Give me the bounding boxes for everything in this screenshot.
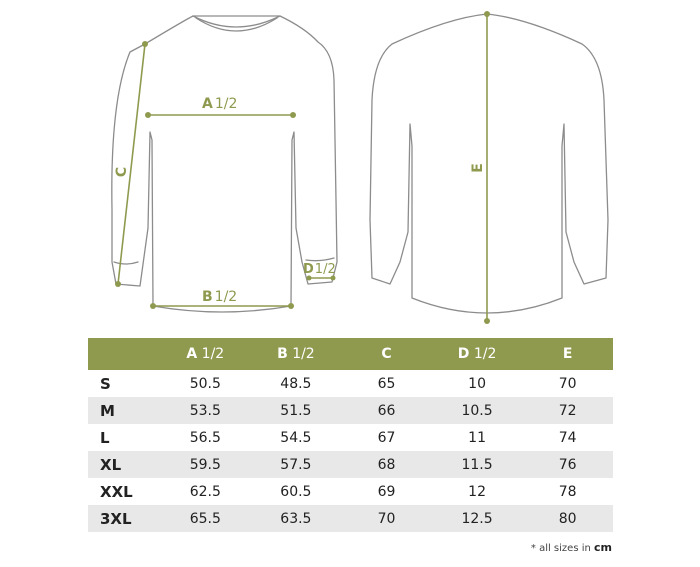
table-cell: 67: [377, 429, 396, 446]
measurement-dot: [150, 303, 156, 309]
table-cell: 53.5: [160, 397, 251, 424]
measurement-dot: [115, 281, 121, 287]
size-chart-table: [88, 338, 613, 532]
header-e: E: [522, 338, 613, 370]
table-cell: 48.5: [280, 375, 312, 392]
measurement-dot: [288, 303, 294, 309]
size-label: XXL: [100, 482, 133, 501]
table-cell: 10: [468, 375, 486, 392]
table-cell: 70: [558, 375, 577, 392]
table-cell: 74: [558, 429, 577, 446]
measurement-dot: [290, 112, 296, 118]
table-cell: 57.5: [251, 451, 342, 478]
label-a-1-2: A 1/2: [202, 96, 238, 112]
size-label: 3XL: [88, 505, 160, 532]
measurement-dot: [142, 41, 148, 47]
label-e: E: [470, 163, 486, 173]
size-label: L: [100, 428, 110, 447]
table-cell: 12.5: [432, 505, 523, 532]
table-cell: 54.5: [280, 429, 312, 446]
footnote-unit: cm: [594, 541, 612, 554]
measurement-a-line: [145, 112, 296, 118]
table-cell: 11.5: [432, 451, 523, 478]
label-c: C: [114, 166, 130, 178]
measurement-dot: [484, 11, 490, 17]
table-cell: 63.5: [251, 505, 342, 532]
table-cell: 69: [377, 483, 396, 500]
size-label: S: [100, 374, 111, 393]
table-row: [88, 505, 613, 532]
units-footnote: [531, 541, 612, 554]
table-cell: 65: [377, 375, 396, 392]
table-cell: 56.5: [189, 429, 221, 446]
header-a-1-2: A 1/2: [160, 338, 251, 370]
header-b-1-2: B 1/2: [251, 338, 342, 370]
table-row: [88, 478, 613, 505]
table-cell: 60.5: [280, 483, 312, 500]
table-cell: 66: [341, 397, 432, 424]
table-row: [88, 397, 613, 424]
header-d-1-2: D 1/2: [432, 338, 523, 370]
table-cell: 50.5: [189, 375, 221, 392]
table-cell: 51.5: [251, 397, 342, 424]
header-size: [88, 338, 160, 370]
size-label: XL: [88, 451, 160, 478]
header-c: C: [341, 338, 432, 370]
table-cell: 62.5: [189, 483, 221, 500]
table-cell: 76: [522, 451, 613, 478]
table-cell: 11: [468, 429, 486, 446]
table-row: [88, 424, 613, 451]
table-cell: 65.5: [160, 505, 251, 532]
table-header-row: [88, 338, 613, 370]
table-row: [88, 451, 613, 478]
table-cell: 72: [522, 397, 613, 424]
table-cell: 10.5: [432, 397, 523, 424]
back-shirt-outline: [370, 14, 608, 313]
measurement-c-line: [115, 41, 148, 287]
table-cell: 59.5: [160, 451, 251, 478]
table-cell: 68: [341, 451, 432, 478]
label-b-1-2: B 1/2: [202, 289, 238, 305]
size-label: M: [88, 397, 160, 424]
table-row: [88, 370, 613, 397]
measurement-dot: [145, 112, 151, 118]
footnote-text: * all sizes in: [530, 543, 591, 554]
table-cell: 12: [468, 483, 486, 500]
label-d-1-2: D1/2: [303, 262, 336, 277]
measurement-dot: [484, 318, 490, 324]
table-cell: 78: [558, 483, 577, 500]
table-cell: 70: [341, 505, 432, 532]
table-cell: 80: [522, 505, 613, 532]
